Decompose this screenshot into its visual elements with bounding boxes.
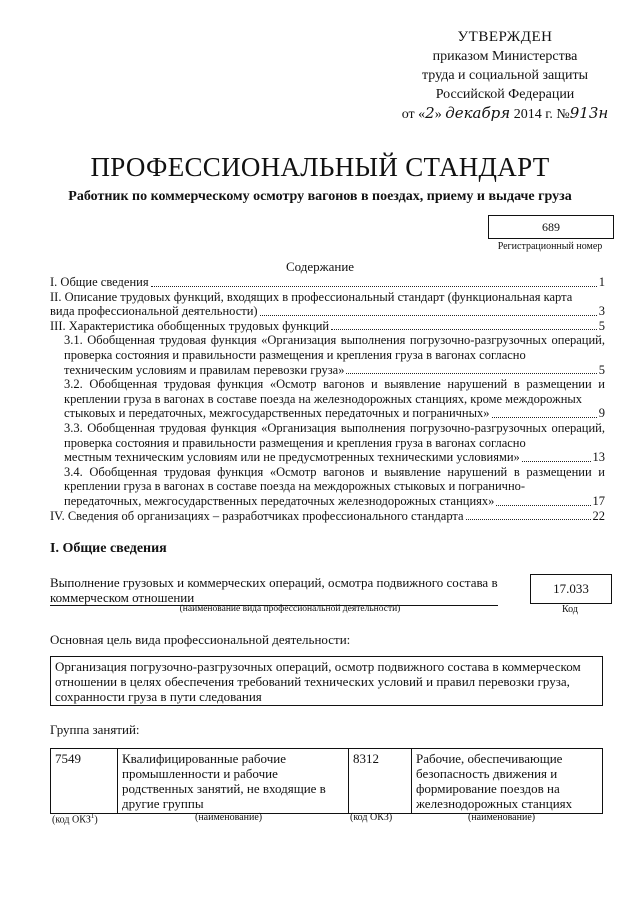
toc-subitem-text: 3.3. Обобщенная трудовая функция «Организация выполнения погрузочно-разгрузочных операций, проверка состояния и правильности размещения и крепления груза в вагонах согласно bbox=[64, 420, 605, 450]
toc-subitem-text-cont: стыковых и передаточных, межгосударственных передаточных и пограничных» bbox=[64, 406, 490, 421]
toc-subitem-text-cont: местным техническим условиям или не предусмотренных техническими условиями» bbox=[64, 450, 520, 465]
toc-item-text: I. Общие сведения bbox=[50, 275, 149, 289]
handwritten-number: 913н bbox=[569, 104, 609, 122]
toc-leader bbox=[522, 461, 591, 462]
toc-item-text-cont: вида профессиональной деятельности) bbox=[50, 304, 258, 319]
toc-subitem-page: 5 bbox=[598, 362, 605, 377]
goal-box: Организация погрузочно-разгрузочных операций, осмотр подвижного состава в коммерческом отношении в целях обеспечения требований технических условий и правил перевозки груза, сохранности груза в пути следования bbox=[50, 656, 603, 706]
toc-subitem-page: 9 bbox=[598, 406, 605, 421]
occupation-group-table bbox=[50, 748, 603, 814]
goal-label: Основная цель вида профессиональной деятельности: bbox=[50, 632, 351, 647]
toc-subitem-text: 3.1. Обобщенная трудовая функция «Организация выполнения погрузочно-разгрузочных операций, проверка состояния и правильности размещения и крепления груза в вагонах согласно bbox=[64, 333, 605, 362]
approval-block bbox=[390, 28, 620, 124]
toc-item[interactable] bbox=[50, 275, 605, 290]
toc-item-page: 5 bbox=[598, 318, 605, 333]
handwritten-day: 2 bbox=[425, 104, 435, 122]
activity-name-caption: (наименование вида профессиональной деятельности) bbox=[179, 604, 401, 614]
toc-title: Содержание bbox=[285, 259, 355, 274]
registration-number-label: Регистрационный номер bbox=[497, 241, 603, 252]
okz-code-caption: (код ОКЗ) bbox=[350, 812, 393, 823]
table-of-contents bbox=[50, 275, 605, 523]
activity-code-box: 17.033 bbox=[530, 574, 612, 604]
table-row bbox=[51, 749, 603, 814]
registration-number-box: 689 bbox=[488, 215, 614, 239]
toc-subitem[interactable] bbox=[50, 421, 605, 465]
handwritten-month: декабря bbox=[445, 104, 511, 122]
okz-code-caption: (код ОКЗ$^1$) bbox=[52, 812, 98, 826]
okz-name-caption: (наименование) bbox=[468, 812, 536, 823]
toc-subitem[interactable] bbox=[50, 465, 605, 509]
date-prefix: от « bbox=[401, 107, 426, 122]
date-mid: » bbox=[434, 107, 442, 122]
toc-subitem-text: 3.2. Обобщенная трудовая функция «Осмотр вагонов и выявление нарушений в размещении и креплении груза в вагонах в составе поезда на железнодорожных станциях, кроме междорожных bbox=[64, 377, 605, 406]
activity-code-caption: Код bbox=[562, 604, 578, 615]
toc-subitem-page: 17 bbox=[592, 493, 605, 508]
approval-line-3: Российской Федерации bbox=[435, 87, 575, 102]
toc-item[interactable] bbox=[50, 290, 605, 319]
toc-leader bbox=[466, 519, 591, 520]
toc-leader bbox=[151, 286, 597, 287]
toc-leader bbox=[346, 373, 596, 374]
toc-subitem-page: 13 bbox=[592, 450, 605, 465]
group-label: Группа занятий: bbox=[50, 722, 140, 737]
date-year: 2014 г. № bbox=[513, 107, 570, 122]
okz-code-cell: 8312 bbox=[349, 749, 412, 814]
toc-item-page: 1 bbox=[598, 275, 605, 289]
toc-leader bbox=[260, 315, 597, 316]
document-title: ПРОФЕССИОНАЛЬНЫЙ СТАНДАРТ bbox=[90, 152, 550, 182]
section-heading: I. Общие сведения bbox=[50, 541, 167, 556]
toc-item-page: 3 bbox=[598, 304, 605, 319]
okz-name-cell: Рабочие, обеспечивающие безопасность движения и формирование поездов на железнодорожных станциях bbox=[412, 749, 603, 814]
toc-leader bbox=[331, 329, 597, 330]
activity-name: Выполнение грузовых и коммерческих операций, осмотра подвижного состава в коммерческом отношении bbox=[50, 575, 498, 605]
toc-item-page: 22 bbox=[592, 508, 605, 523]
approval-date-line bbox=[390, 104, 620, 124]
toc-subitem-text-cont: техническим условиям и правилам перевозки груза» bbox=[64, 362, 345, 377]
okz-code-cell: 7549 bbox=[51, 749, 118, 814]
toc-item-text: III. Характеристика обобщенных трудовых функций bbox=[50, 318, 330, 333]
toc-leader bbox=[492, 417, 597, 418]
toc-subitem-text-cont: передаточных, межгосударственных передаточных железнодорожных станциях» bbox=[64, 493, 495, 508]
okz-name-caption: (наименование) bbox=[195, 812, 263, 823]
document-subtitle: Работник по коммерческому осмотру вагонов в поездах, приему и выдаче груза bbox=[68, 189, 572, 204]
footnote-marker: 1 bbox=[90, 812, 95, 820]
okz-name-cell: Квалифицированные рабочие промышленности и рабочие родственных занятий, не входящие в другие группы bbox=[118, 749, 349, 814]
toc-subitem[interactable] bbox=[50, 333, 605, 377]
toc-item-text: II. Описание трудовых функций, входящих в профессиональный стандарт (функциональная карта bbox=[50, 289, 573, 304]
approval-line-2: труда и социальной защиты bbox=[422, 68, 588, 83]
toc-item[interactable] bbox=[50, 319, 605, 334]
toc-subitem[interactable] bbox=[50, 377, 605, 421]
toc-leader bbox=[496, 505, 590, 506]
toc-subitem-text: 3.4. Обобщенная трудовая функция «Осмотр вагонов и выявление нарушений в размещении и креплении груза в вагонах в составе поезда на междорожных стыковых и погранично- bbox=[64, 464, 605, 494]
approval-line-1: приказом Министерства bbox=[432, 49, 578, 64]
approval-heading: УТВЕРЖДЕН bbox=[457, 29, 553, 45]
toc-item-text: IV. Сведения об организациях – разработчиках профессионального стандарта bbox=[50, 508, 464, 523]
toc-item[interactable] bbox=[50, 509, 605, 524]
